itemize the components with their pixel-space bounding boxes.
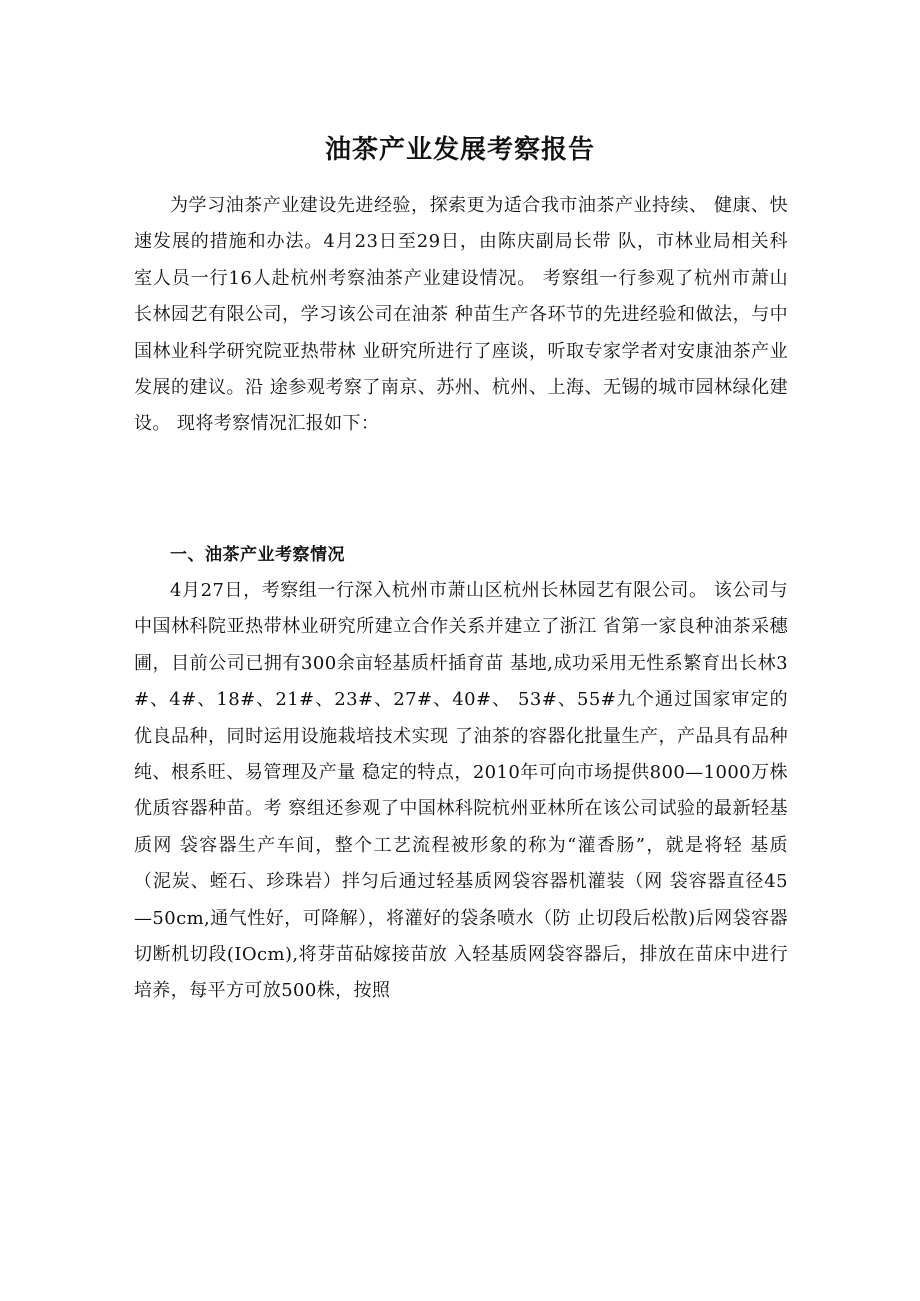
document-title: 油茶产业发展考察报告 [324, 135, 595, 165]
intro-paragraph: 为学习油茶产业建设先进经验，探索更为适合我市油茶产业持续、 健康、快速发展的措施和办法。4月23日至29日，由陈庆副局长带 队，市林业局相关科室人员一行16人赴杭州考察油茶产业建设情况。 考察组一行参观了杭州市萧山长林园艺有限公司，学习该公司在油茶 种苗生产各环节的先进经验和做法，与中国林业科学研究院亚热带林 业研究所进行了座谈，听取专家学者对安康油茶产业发展的建议。沿 途参观考察了南京、苏州、杭州、上海、无锡的城市园林绿化建设。 现将考察情况汇报如下： [134, 195, 788, 435]
section-heading: 一、油茶产业考察情况 [170, 545, 345, 565]
section-paragraph: 4月27日，考察组一行深入杭州市萧山区杭州长林园艺有限公司。 该公司与中国林科院亚热带林业研究所建立合作关系并建立了浙江 省第一家良种油茶采穗圃，目前公司已拥有300余亩轻基质杆插育苗 基地,成功采用无性系繁育出长林3#、4#、18#、21#、23#、27#、40#、 53#、55#九个通过国家审定的优良品种，同时运用设施栽培技术实现 了油茶的容器化批量生产，产品具有品种纯、根系旺、易管理及产量 稳定的特点，2010年可向市场提供800—1000万株优质容器种苗。考 察组还参观了中国林科院杭州亚林所在该公司试验的最新轻基质网 袋容器生产车间，整个工艺流程被形象的称为“灌香肠”，就是将轻 基质（泥炭、蛭石、珍珠岩）拌匀后通过轻基质网袋容器机灌装（网 袋容器直径45—50cm,通气性好，可降解），将灌好的袋条喷水（防 止切段后松散)后网袋容器切断机切段(IOcm),将芽苗砧嫁接苗放 入轻基质网袋容器后，排放在苗床中进行培养，每平方可放500株，按照 [134, 580, 788, 1002]
